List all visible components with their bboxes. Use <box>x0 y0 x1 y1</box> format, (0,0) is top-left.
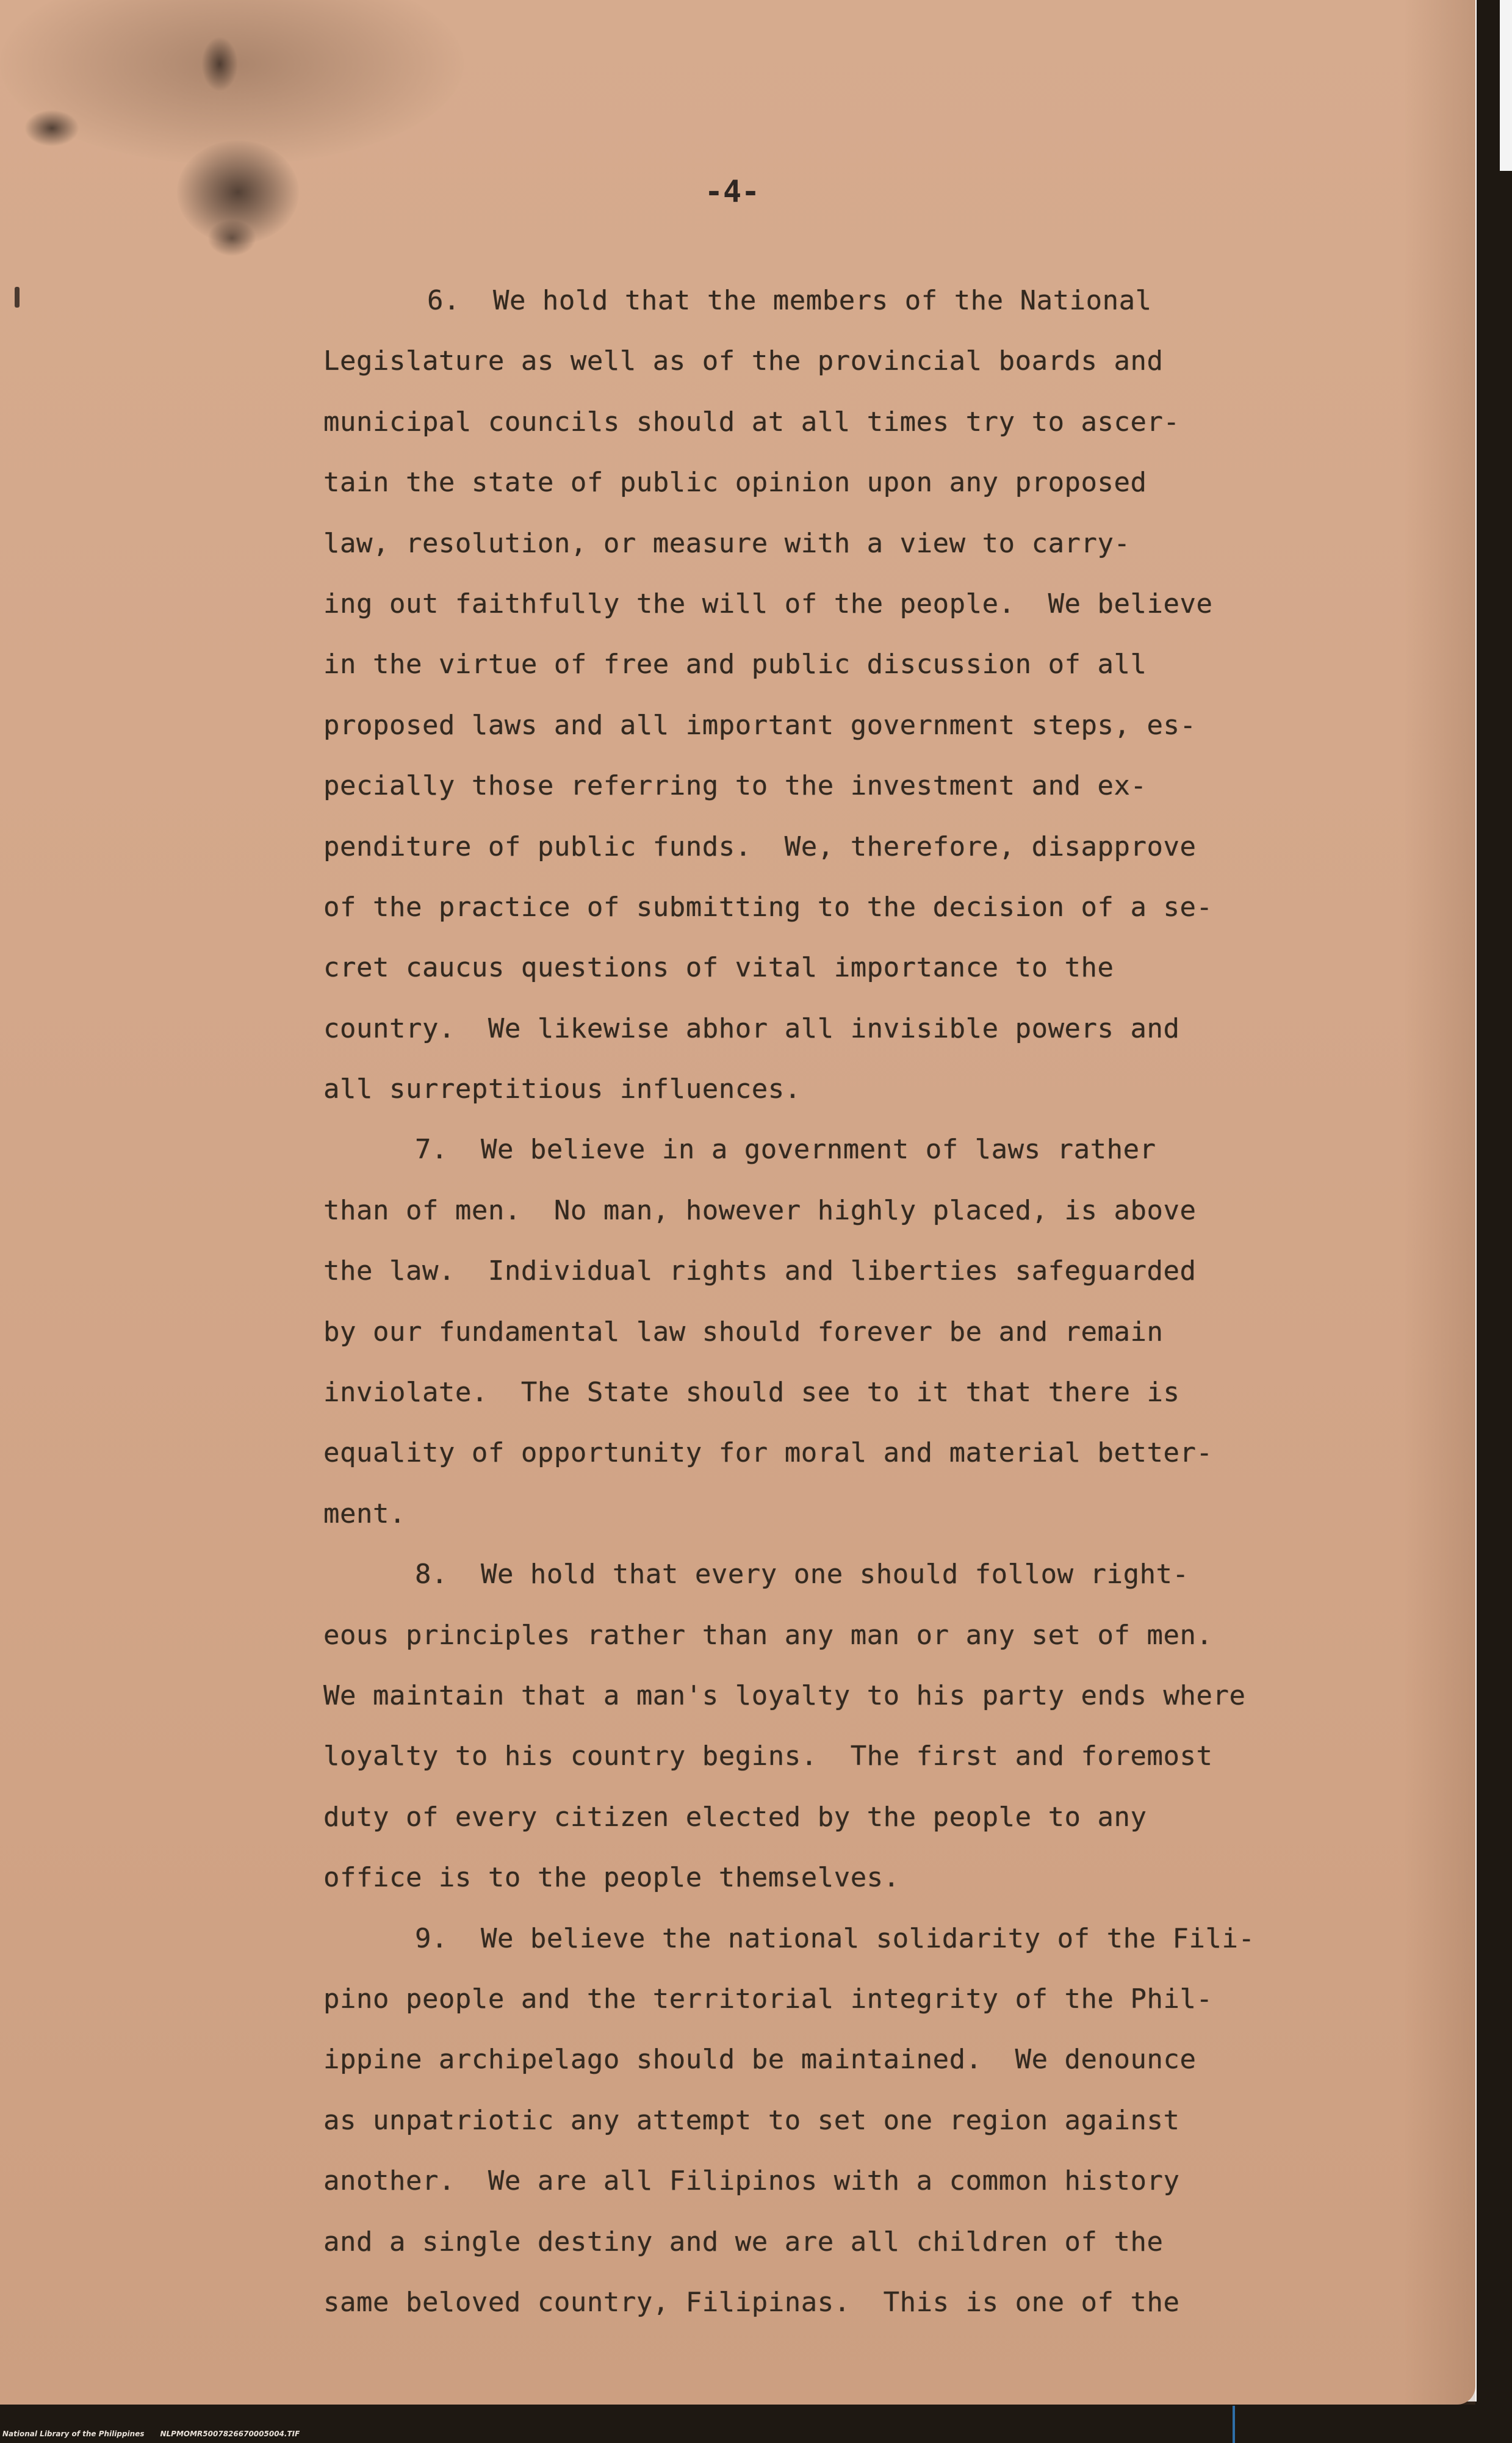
ink-stain <box>177 140 299 244</box>
scan-edge-tab <box>1500 0 1512 171</box>
ink-stain <box>207 220 256 256</box>
paragraph-9-line: another. We are all Filipinos with a common history <box>323 2165 1180 2197</box>
paragraph-6-line: proposed laws and all important government steps, es- <box>323 709 1197 741</box>
paragraph-9-line: as unpatriotic any attempt to set one region against <box>323 2104 1180 2136</box>
paragraph-7-line: by our fundamental law should forever be and remain <box>323 1316 1164 1348</box>
scan-marker <box>1233 2406 1235 2443</box>
paragraph-6-line: in the virtue of free and public discussion of all <box>323 649 1147 680</box>
scan-footer <box>2 2430 315 2438</box>
paragraph-9-line: ippine archipelago should be maintained. We denounce <box>323 2044 1197 2076</box>
footer-file-id: NLPMOMR5007826670005004.TIF <box>160 2430 300 2438</box>
paragraph-9-line: pino people and the territorial integrity of the Phil- <box>323 1983 1213 2015</box>
paragraph-6-line: country. We likewise abhor all invisible powers and <box>323 1012 1180 1044</box>
paragraph-6-line: ing out faithfully the will of the people. We believe <box>323 588 1213 619</box>
paragraph-6-line: Legislature as well as of the provincial boards and <box>323 345 1164 377</box>
paragraph-7-line: 7. We believe in a government of laws rather <box>415 1134 1156 1166</box>
paragraph-6-line: of the practice of submitting to the decision of a se- <box>323 891 1213 923</box>
paragraph-6-line: 6. We hold that the members of the National <box>427 285 1152 316</box>
paragraph-6-line: penditure of public funds. We, therefore, disapprove <box>323 831 1197 862</box>
footer-library: National Library of the Philippines <box>2 2430 145 2438</box>
paragraph-6-line: law, resolution, or measure with a view to carry- <box>323 527 1131 559</box>
paragraph-7-line: than of men. No man, however highly placed, is above <box>323 1194 1197 1226</box>
paragraph-6-line: cret caucus questions of vital importance to the <box>323 952 1114 984</box>
paragraph-9-line: 9. We believe the national solidarity of the Fili- <box>415 1922 1255 1954</box>
paragraph-6-line: tain the state of public opinion upon any proposed <box>323 467 1147 499</box>
margin-mark <box>15 287 20 308</box>
paragraph-8-line: eous principles rather than any man or any set of men. <box>323 1619 1213 1651</box>
paragraph-6-line: municipal councils should at all times try to ascer- <box>323 406 1180 438</box>
ink-stain <box>0 0 464 165</box>
ink-stain <box>201 37 238 92</box>
paragraph-7-line: equality of opportunity for moral and material better- <box>323 1437 1213 1469</box>
paper-edge-shadow <box>1403 0 1475 2405</box>
paragraph-9-line: and a single destiny and we are all children of the <box>323 2226 1164 2257</box>
typewritten-body <box>323 270 1373 2333</box>
paragraph-8-line: 8. We hold that every one should follow right- <box>415 1559 1189 1590</box>
paragraph-7-line: ment. <box>323 1498 406 1529</box>
ink-stain <box>24 110 79 146</box>
paragraph-7-line: the law. Individual rights and liberties safeguarded <box>323 1255 1197 1287</box>
scan-border-right <box>1477 0 1512 2443</box>
paragraph-8-line: We maintain that a man's loyalty to his party ends where <box>323 1680 1246 1711</box>
paragraph-6-line: all surreptitious influences. <box>323 1074 801 1105</box>
paragraph-9-line: same beloved country, Filipinas. This is one of the <box>323 2286 1180 2318</box>
paragraph-6-line: pecially those referring to the investment and ex- <box>323 770 1147 802</box>
paragraph-7-line: inviolate. The State should see to it that there is <box>323 1377 1180 1409</box>
paragraph-8-line: duty of every citizen elected by the people to any <box>323 1801 1147 1833</box>
page-number: -4- <box>704 174 760 209</box>
paragraph-8-line: loyalty to his country begins. The first and foremost <box>323 1741 1213 1772</box>
paragraph-8-line: office is to the people themselves. <box>323 1862 900 1894</box>
